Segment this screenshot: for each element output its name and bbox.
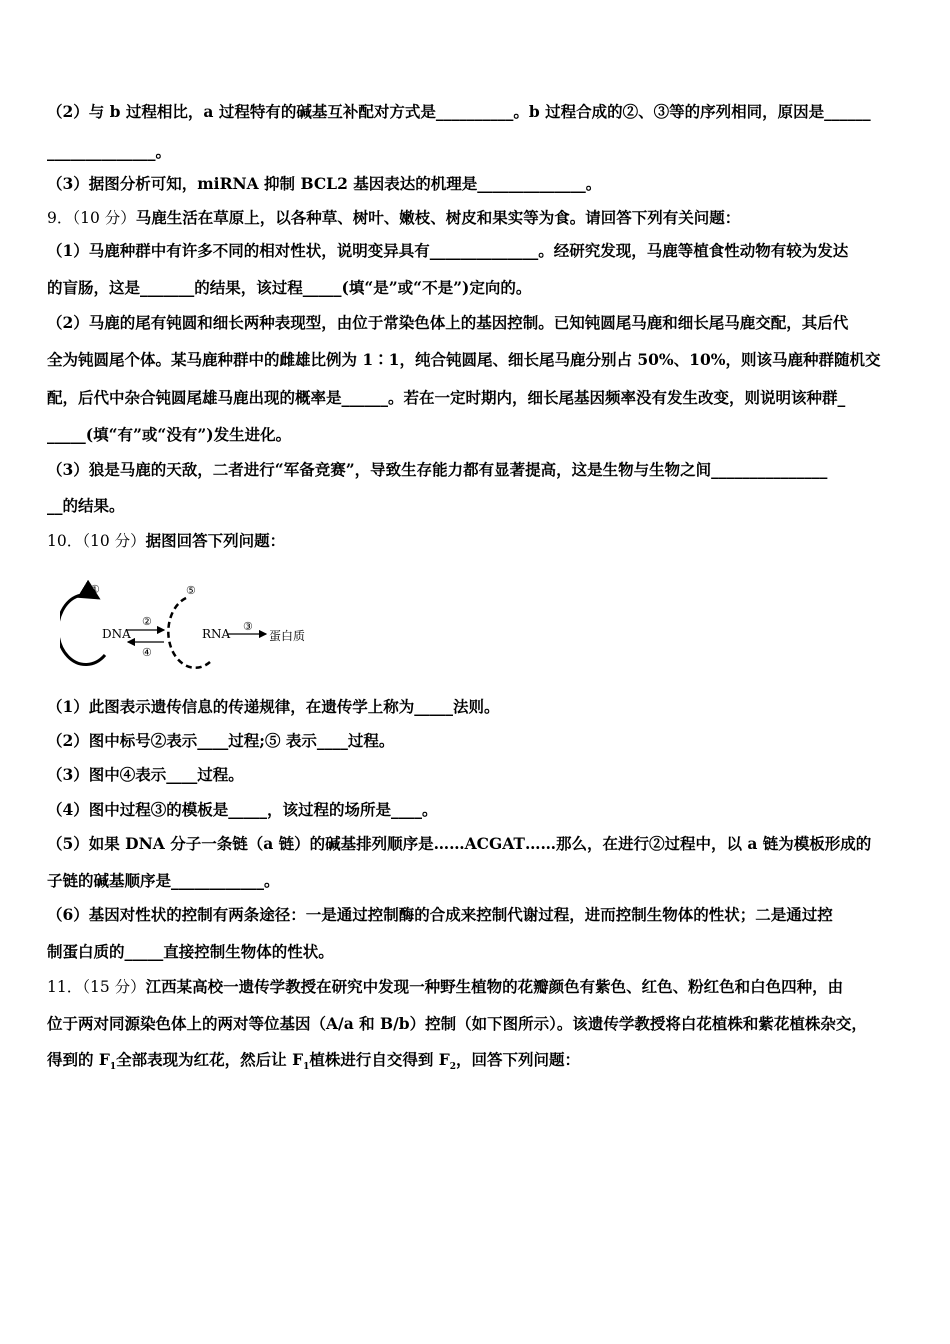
rna-label: RNA [202,627,231,641]
dna-label: DNA [102,627,131,641]
protein-label: 蛋白质 [269,629,306,643]
label-1: ① [90,583,100,596]
line-q9-1b: 的盲肠，这是_______的结果，该过程_____(填“是”或“不是”)定向的。 [47,278,532,297]
line-q10-4: （4）图中过程③的模板是_____，该过程的场所是____。 [47,800,438,819]
line-q9-2a: （2）马鹿的尾有钝圆和细长两种表现型，由位于常染色体上的基因控制。已知钝圆尾马鹿和细长尾马鹿交配，其后代 [47,313,849,332]
line-q10-6a: （6）基因对性状的控制有两条途径：一是通过控制酶的合成来控制代谢过程，进而控制生物体的性状；二是通过控 [47,905,833,924]
question-10-header [47,531,285,551]
question-9-header [47,208,740,228]
line-q10-5b: 子链的碱基顺序是____________。 [47,871,280,890]
line-q8-2a: （2）与 b 过程相比，a 过程特有的碱基互补配对方式是__________。b 过程合成的②、③等的序列相同，原因是______ [47,102,871,121]
question-11-text: 江西某高校一遗传学教授在研究中发现一种野生植物的花瓣颜色有紫色、红色、粉红色和白色四种，由 [145,977,844,996]
label-3: ③ [243,620,253,633]
question-10-number: 10．（10 分） [47,532,146,550]
replication-loop-arrow [60,595,105,665]
line-q9-1a: （1）马鹿种群中有许多不同的相对性状，说明变异具有______________。经研究发现，马鹿等植食性动物有较为发达 [47,241,849,260]
question-9-text: 马鹿生活在草原上，以各种草、树叶、嫩枝、树皮和果实等为食。请回答下列有关问题： [135,208,741,227]
line-q9-2b: 全为钝圆尾个体。某马鹿种群中的雌雄比例为 1∶1，纯合钝圆尾、细长尾马鹿分别占 50%、10%，则该马鹿种群随机交 [47,350,881,369]
line-q11-c: 得到的 $F_1$全部表现为红花，然后让 $F_1$植株进行自交得到 $F_2$，回答下列问题： [47,1050,581,1073]
question-11-header [47,977,843,997]
line-q10-3: （3）图中④表示____过程。 [47,765,244,784]
label-5: ⑤ [186,584,196,597]
line-q8-2b: ______________。 [47,142,172,161]
central-dogma-diagram [60,580,320,675]
line-q10-1: （1）此图表示遗传信息的传递规律，在遗传学上称为_____法则。 [47,697,500,716]
question-11-number: 11．（15 分） [47,978,146,996]
line-q9-2c: 配，后代中杂合钝圆尾雄马鹿出现的概率是______。若在一定时期内，细长尾基因频率没有发生改变，则说明该种群_ [47,388,846,407]
line-q10-2: （2）图中标号②表示____过程;⑤ 表示____过程。 [47,731,395,750]
line-q11-b: 位于两对同源染色体上的两对等位基因（A/a 和 B/b）控制（如下图所示）。该遗传学教授将白花植株和紫花植株杂交， [47,1014,867,1033]
question-10-text: 据图回答下列问题： [145,531,286,550]
line-q10-6b: 制蛋白质的_____直接控制生物体的性状。 [47,942,334,961]
line-q9-2d: _____(填“有”或“没有”)发生进化。 [47,425,292,444]
label-4: ④ [142,646,152,659]
question-9-number: 9．（10 分） [47,209,136,227]
label-2: ② [142,615,152,628]
line-q9-3a: （3）狼是马鹿的天敌，二者进行“军备竞赛”，导致生存能力都有显著提高，这是生物与生物之间_______________ [47,460,828,479]
line-q9-3b: __的结果。 [47,496,125,515]
line-q10-5a: （5）如果 DNA 分子一条链（a 链）的碱基排列顺序是……ACGAT……那么，在进行②过程中，以 a 链为模板形成的 [47,834,872,853]
line-q8-3: （3）据图分析可知，miRNA 抑制 BCL2 基因表达的机理是______________。 [47,174,602,193]
